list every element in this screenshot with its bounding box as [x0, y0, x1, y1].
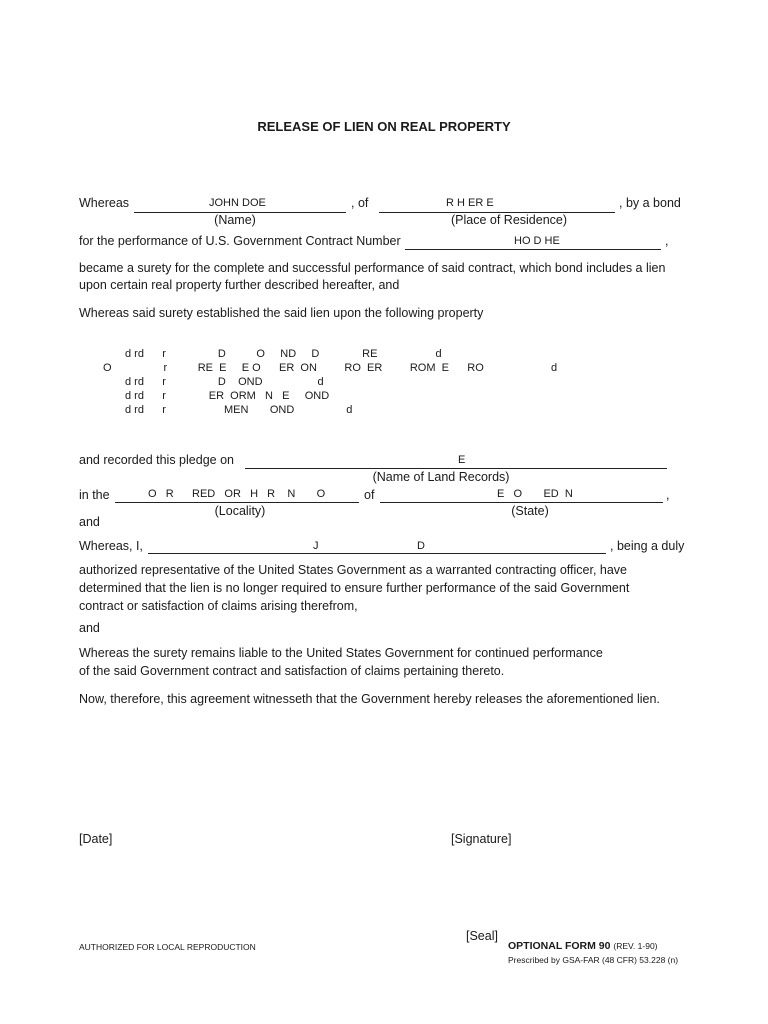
residence-caption: (Place of Residence) — [450, 213, 568, 227]
locality-field-line — [115, 502, 359, 503]
recorded-pledge-label: and recorded this pledge on — [79, 453, 234, 467]
contract-label: for the performance of U.S. Government Contract Number — [79, 234, 401, 248]
being-duly-label: , being a duly — [610, 539, 685, 553]
release-text: Now, therefore, this agreement witnesseth that the Government hereby releases the aforementioned lien. — [79, 692, 660, 706]
and-label-1: and — [79, 515, 100, 529]
contract-comma: , — [665, 234, 669, 248]
state-comma: , — [666, 488, 670, 502]
signature-label: [Signature] — [451, 832, 512, 846]
liability-text-line-2: of the said Government contract and satisfaction of claims pertaining thereto. — [79, 664, 505, 678]
state-caption: (State) — [511, 504, 549, 518]
whereas-i-label: Whereas, I, — [79, 539, 143, 553]
contract-field-line — [405, 249, 661, 250]
form-name: OPTIONAL FORM 90 — [508, 940, 611, 952]
property-line: d rd r D O ND D RE d — [125, 348, 442, 360]
officer-text-line-1: authorized representative of the United States Government as a warranted contracting officer, have — [79, 563, 627, 577]
land-records-field-value[interactable]: E — [458, 454, 466, 466]
name-field-value[interactable]: JOHN DOE — [209, 197, 266, 209]
officer-text-line-2: determined that the lien is no longer required to ensure further performance of the said Government — [79, 581, 630, 595]
document-title: RELEASE OF LIEN ON REAL PROPERTY — [257, 119, 511, 134]
seal-label: [Seal] — [466, 929, 498, 943]
property-line: O r RE E E O ER ON RO ER ROM E RO d — [103, 362, 558, 374]
whereas-label: Whereas — [79, 196, 130, 210]
residence-field-value[interactable]: R H ER E — [446, 197, 494, 209]
state-field-line — [380, 502, 663, 503]
liability-text-line-1: Whereas the surety remains liable to the United States Government for continued performance — [79, 646, 603, 660]
and-label-2: and — [79, 621, 100, 635]
officer-text-line-3: contract or satisfaction of claims arising therefrom, — [79, 599, 358, 613]
surety-text-line-2: upon certain real property further described hereafter, and — [79, 278, 400, 292]
form-identifier — [508, 940, 658, 952]
locality-field-value[interactable]: O R RED OR H R N O — [148, 488, 326, 500]
name-caption: (Name) — [214, 213, 256, 227]
property-line: d rd r D OND d — [125, 376, 324, 388]
state-field-value[interactable]: E O ED N — [497, 488, 573, 500]
prescribed-by-note: Prescribed by GSA-FAR (48 CFR) 53.228 (n) — [508, 955, 679, 965]
lien-property-text: Whereas said surety established the said lien upon the following property — [79, 306, 484, 320]
locality-caption: (Locality) — [214, 504, 266, 518]
date-label: [Date] — [79, 832, 113, 846]
property-line: d rd r ER ORM N E OND — [125, 390, 330, 402]
property-line: d rd r MEN OND d — [125, 404, 353, 416]
of-label: , of — [351, 196, 369, 210]
in-the-label: in the — [79, 488, 110, 502]
officer-name-value-first[interactable]: J — [313, 540, 319, 552]
local-reproduction-note: AUTHORIZED FOR LOCAL REPRODUCTION — [79, 942, 256, 952]
form-revision: (REV. 1-90) — [613, 941, 658, 951]
land-records-caption: (Name of Land Records) — [372, 470, 510, 484]
land-records-field-line — [245, 468, 667, 469]
officer-name-value-last[interactable]: D — [417, 540, 425, 552]
surety-text-line-1: became a surety for the complete and successful performance of said contract, which bond includes a lien — [79, 261, 666, 275]
officer-name-field-line — [148, 553, 606, 554]
contract-field-value[interactable]: HO D HE — [514, 235, 560, 247]
by-bond-label: , by a bond — [619, 196, 681, 210]
of-state-label: of — [364, 488, 375, 502]
